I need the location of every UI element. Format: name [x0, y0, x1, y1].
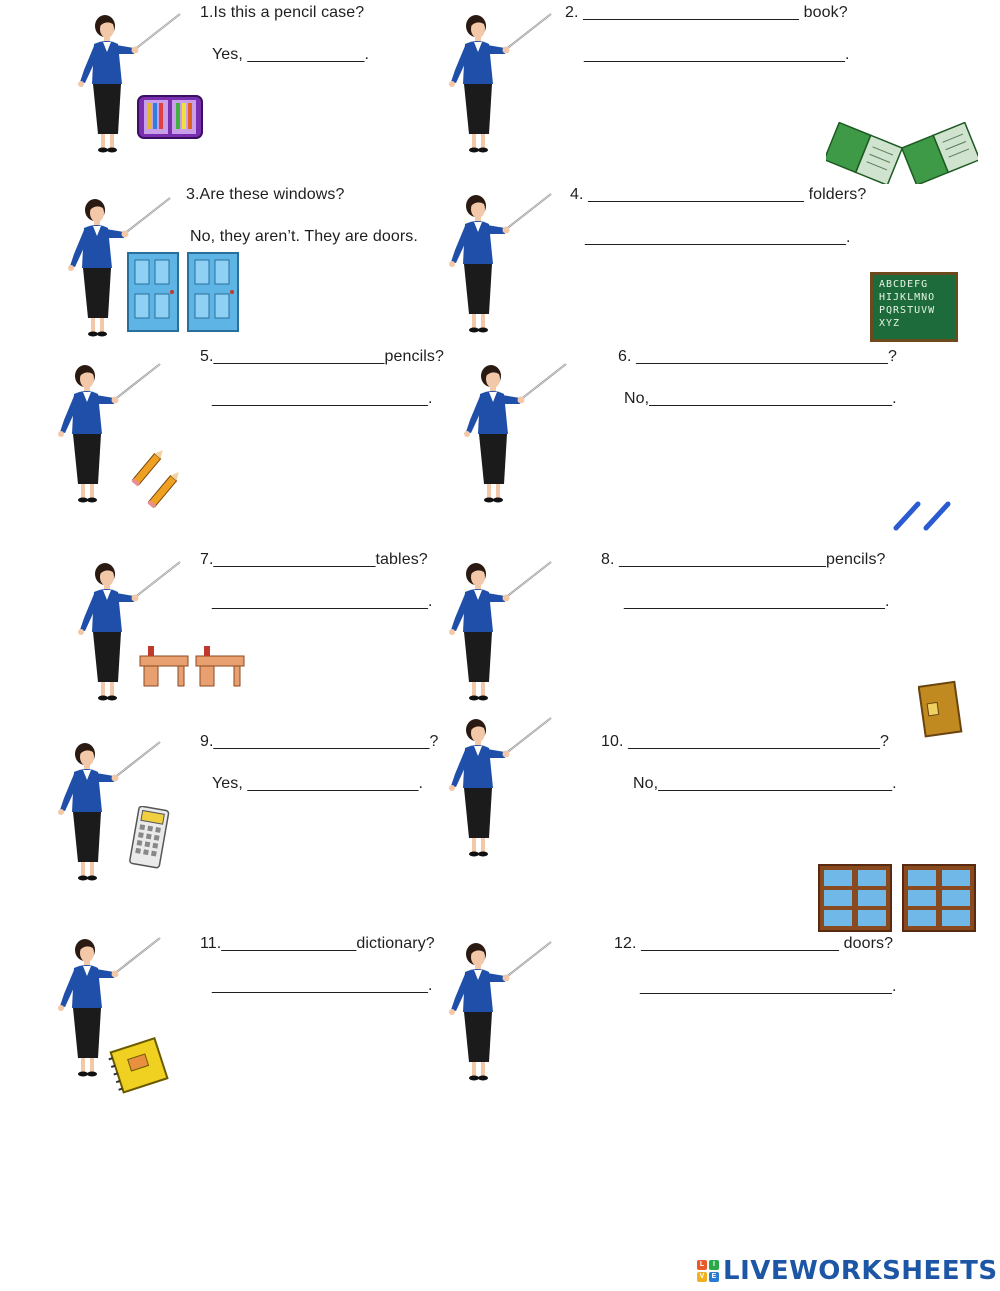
teacher-illustration [443, 560, 553, 705]
brand-name: LIVEWORKSHEETS [723, 1256, 998, 1286]
blackboard-line: XYZ [879, 318, 901, 329]
teacher-illustration [443, 12, 553, 157]
logo-block: I [709, 1260, 719, 1270]
folder-icon [918, 680, 964, 738]
doors-icon [127, 252, 239, 332]
teacher-illustration [443, 716, 553, 861]
question-5: 5.___________________pencils? [200, 348, 445, 365]
question-8: 8. _______________________pencils? [601, 551, 886, 568]
answer-10: No,__________________________. [633, 775, 897, 792]
answer-8: _____________________________. [624, 593, 890, 610]
answer-2: _____________________________. [584, 46, 850, 63]
logo-block: V [697, 1272, 707, 1282]
answer-7: ________________________. [212, 593, 433, 610]
answer-5: ________________________. [212, 390, 433, 407]
notebook-icon [108, 1036, 172, 1094]
question-1: 1.Is this a pencil case? [200, 4, 365, 21]
question-2: 2. ________________________ book? [565, 4, 848, 21]
blackboard-icon [870, 272, 958, 342]
teacher-illustration [443, 192, 553, 337]
blackboard-line: ABCDEFG [879, 279, 929, 290]
question-4: 4. ________________________ folders? [570, 186, 867, 203]
answer-9: Yes, ___________________. [212, 775, 424, 792]
answer-11: ________________________. [212, 977, 433, 994]
question-9: 9.________________________? [200, 733, 439, 750]
logo-block: E [709, 1272, 719, 1282]
answer-6: No,___________________________. [624, 390, 897, 407]
pens-icon [892, 500, 956, 532]
logo-block: L [697, 1260, 707, 1270]
answer-4: _____________________________. [585, 229, 851, 246]
teacher-illustration [458, 362, 568, 507]
tables-icon [138, 642, 250, 690]
question-11: 11._______________dictionary? [200, 935, 435, 952]
pencils-icon [128, 448, 188, 510]
blackboard-line: PQRSTUVW [879, 305, 936, 316]
teacher-illustration [443, 940, 553, 1085]
question-6: 6. ____________________________? [618, 348, 898, 365]
pencil-case-icon [136, 90, 206, 142]
liveworksheets-logo [697, 1255, 998, 1287]
answer-3: No, they aren’t. They are doors. [190, 228, 418, 245]
question-7: 7.__________________tables? [200, 551, 428, 568]
blackboard-line: HIJKLMNO [879, 292, 936, 303]
answer-12: ____________________________. [640, 978, 897, 995]
question-10: 10. ____________________________? [601, 733, 890, 750]
calculator-icon [128, 806, 170, 870]
question-3: 3.Are these windows? [186, 186, 345, 203]
answer-1: Yes, _____________. [212, 46, 370, 63]
books-icon [826, 122, 978, 184]
question-12: 12. ______________________ doors? [614, 935, 894, 952]
windows-icon [818, 864, 978, 932]
logo-blocks-icon [697, 1260, 719, 1282]
